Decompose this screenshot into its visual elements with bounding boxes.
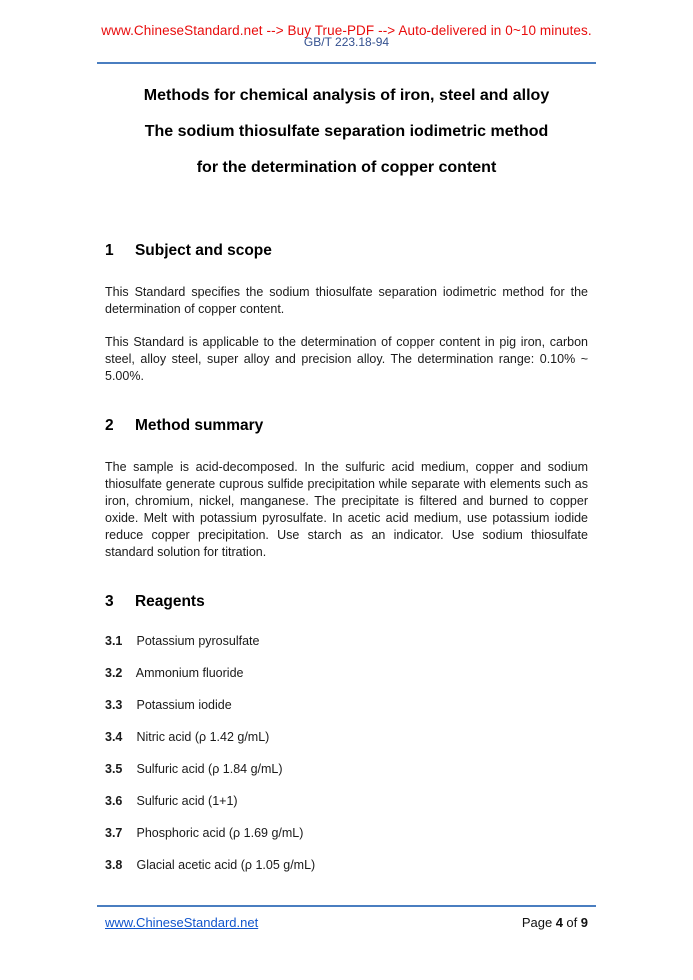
reagent-item-3-3 — [105, 697, 588, 714]
section-1-paragraph-2: This Standard is applicable to the determination of copper content in pig iron, carbon steel, alloy steel, super alloy and precision alloy. The determination range: 0.10% ~ 5.00%. — [105, 335, 588, 383]
reagent-item-3-4 — [105, 729, 588, 746]
section-3-heading — [105, 591, 588, 613]
page-label: Page — [521, 915, 553, 930]
reagent-text: Potassium iodide — [136, 698, 232, 712]
section-2-title: Method summary — [134, 417, 264, 434]
reagent-item-3-5 — [105, 761, 588, 778]
title-line-2: The sodium thiosulfate separation iodimetric method — [144, 123, 549, 140]
reagent-number: 3.8 — [105, 858, 123, 872]
section-1-title: Subject and scope — [134, 242, 272, 259]
standard-number: GB/T 223.18-94 — [303, 35, 390, 49]
reagent-text: Sulfuric acid (ρ 1.84 g/mL) — [136, 762, 283, 776]
reagent-item-3-2 — [105, 665, 588, 682]
reagent-text: Phosphoric acid (ρ 1.69 g/mL) — [136, 826, 304, 840]
reagent-item-3-1 — [105, 633, 588, 650]
reagent-text: Glacial acetic acid (ρ 1.05 g/mL) — [136, 858, 316, 872]
page-total: 9 — [580, 915, 588, 930]
section-3-number: 3 — [105, 593, 114, 610]
section-1-paragraph-1: This Standard specifies the sodium thiosulfate separation iodimetric method for the determination of copper content. — [105, 285, 588, 316]
reagent-text: Potassium pyrosulfate — [136, 634, 260, 648]
footer-link[interactable]: www.ChineseStandard.net — [105, 915, 259, 930]
reagent-number: 3.2 — [105, 666, 123, 680]
reagent-text: Nitric acid (ρ 1.42 g/mL) — [136, 730, 270, 744]
reagent-number: 3.3 — [105, 698, 123, 712]
section-3-title: Reagents — [134, 593, 205, 610]
title-line-3: for the determination of copper content — [196, 159, 497, 176]
section-2-paragraph-1: The sample is acid-decomposed. In the sulfuric acid medium, copper and sodium thiosulfate generate cuprous sulfide precipitation while separate with elements such as iron, chromium, nickel, manganese. The precipitate is filtered and burned to copper oxide. Melt with potassium pyrosulfate. In acetic acid medium, use potassium iodide reduce copper precipitation. Use starch as an indicator. Use sodium thiosulfate standard solution for titration. — [105, 460, 588, 559]
reagent-number: 3.5 — [105, 762, 123, 776]
reagent-text: Sulfuric acid (1+1) — [136, 794, 238, 808]
section-2-number: 2 — [105, 417, 114, 434]
title-line-1: Methods for chemical analysis of iron, steel and alloy — [143, 87, 550, 104]
reagent-number: 3.1 — [105, 634, 123, 648]
reagent-item-3-8 — [105, 857, 588, 874]
section-2-heading — [105, 415, 588, 437]
reagent-list — [105, 633, 588, 874]
footer-divider — [97, 905, 596, 907]
page-number: 4 — [555, 915, 563, 930]
page-indicator — [522, 915, 588, 930]
document-title — [105, 78, 588, 186]
reagent-number: 3.6 — [105, 794, 123, 808]
section-1-number: 1 — [105, 242, 114, 259]
reagent-item-3-7 — [105, 825, 588, 842]
promo-banner[interactable]: www.ChineseStandard.net --> Buy True-PDF --> Auto-delivered in 0~10 minutes. — [101, 23, 592, 38]
reagent-item-3-6 — [105, 793, 588, 810]
reagent-number: 3.4 — [105, 730, 123, 744]
of-label: of — [566, 915, 578, 930]
reagent-number: 3.7 — [105, 826, 123, 840]
footer — [105, 915, 588, 930]
reagent-text: Ammonium fluoride — [135, 666, 244, 680]
section-1-heading — [105, 240, 588, 262]
